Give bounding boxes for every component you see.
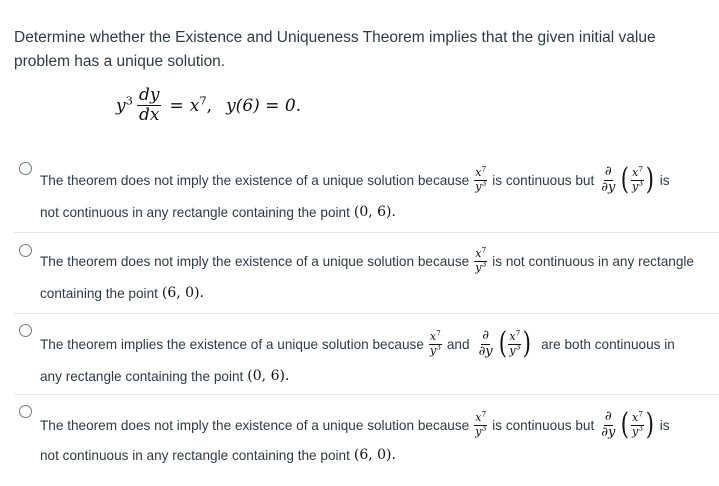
option-3-text-d: any rectangle containing the point [40, 368, 244, 384]
answer-option-2[interactable] [0, 233, 719, 313]
right-paren: ) [645, 407, 654, 442]
right-paren: ) [645, 162, 654, 197]
answer-option-4[interactable] [0, 395, 719, 481]
option-2-text-a: The theorem does not imply the existence of a unique solution because [40, 253, 470, 269]
option-4-line-2 [40, 445, 396, 465]
fraction-x7-over-y3: $\frac{x^7}{y^3}$ [509, 328, 521, 357]
eq-initial-condition: y(6) = 0. [226, 96, 302, 116]
radio-button-1[interactable] [19, 162, 32, 175]
fraction-x7-over-y3: $\frac{x^7}{y^3}$ [475, 409, 487, 438]
option-4-point: (6, 0). [353, 447, 396, 463]
option-1-point: (0, 6). [353, 204, 396, 220]
differential-equation [116, 84, 301, 128]
option-2-point: (6, 0). [161, 285, 204, 301]
fraction-x7-over-y3: $\frac{x^7}{y^3}$ [632, 164, 644, 193]
radio-button-4[interactable] [19, 405, 32, 418]
option-1-line-1 [40, 158, 670, 202]
option-3-line-2 [40, 366, 289, 386]
radio-button-3[interactable] [19, 324, 32, 337]
option-1-text-b: is continuous but [492, 172, 595, 188]
partial-derivative-operator: $\frac{\partial}{\partial y}$ [601, 163, 616, 195]
eq-equals: = [169, 96, 184, 116]
eq-comma: , [206, 96, 213, 116]
option-2-line-1 [40, 239, 694, 283]
option-1-text-a: The theorem does not imply the existence of a unique solution because [40, 172, 470, 188]
partial-derivative-operator: $\frac{\partial}{\partial y}$ [601, 408, 616, 440]
option-3-text-c: are both continuous in [541, 336, 675, 352]
left-paren: ( [621, 162, 630, 197]
option-4-text-c: is [659, 417, 670, 433]
option-4-line-1 [40, 403, 670, 447]
option-2-text-c: containing the point [40, 285, 158, 301]
option-1-line-2 [40, 202, 396, 222]
option-1-text-d: not continuous in any rectangle containing the point [40, 204, 350, 220]
fraction-x7-over-y3: $\frac{x^7}{y^3}$ [475, 164, 487, 193]
option-1-text-c: is [659, 172, 670, 188]
option-4-text-b: is continuous but [492, 417, 595, 433]
option-3-point: (0, 6). [247, 368, 290, 384]
option-3-text-b: and [446, 336, 470, 352]
option-4-text-a: The theorem does not imply the existence of a unique solution because [40, 417, 470, 433]
option-2-line-2 [40, 283, 204, 303]
partial-derivative-operator: $\frac{\partial}{\partial y}$ [478, 327, 493, 359]
eq-derivative: $\frac{dy}{dx}$ [138, 85, 160, 126]
right-paren: ) [523, 326, 532, 361]
fraction-x7-over-y3: $\frac{x^7}{y^3}$ [632, 409, 644, 438]
left-paren: ( [621, 407, 630, 442]
option-3-text-a: The theorem implies the existence of a unique solution because [40, 336, 424, 352]
radio-button-2[interactable] [19, 244, 32, 257]
answer-option-1[interactable] [0, 150, 719, 232]
eq-lhs-coef: $y^3$ [116, 93, 133, 116]
option-2-text-b: is not continuous in any rectangle [492, 253, 694, 269]
eq-rhs: $x^7$ [189, 93, 207, 116]
option-4-text-d: not continuous in any rectangle containing the point [40, 447, 350, 463]
left-paren: ( [498, 326, 507, 361]
question-text: Determine whether the Existence and Uniqueness Theorem implies that the given initial value problem has a unique solution. [14, 29, 656, 70]
fraction-x7-over-y3: $\frac{x^7}{y^3}$ [429, 328, 441, 357]
option-3-line-1 [40, 322, 675, 366]
answer-option-3[interactable] [0, 314, 719, 394]
fraction-x7-over-y3: $\frac{x^7}{y^3}$ [475, 245, 487, 274]
